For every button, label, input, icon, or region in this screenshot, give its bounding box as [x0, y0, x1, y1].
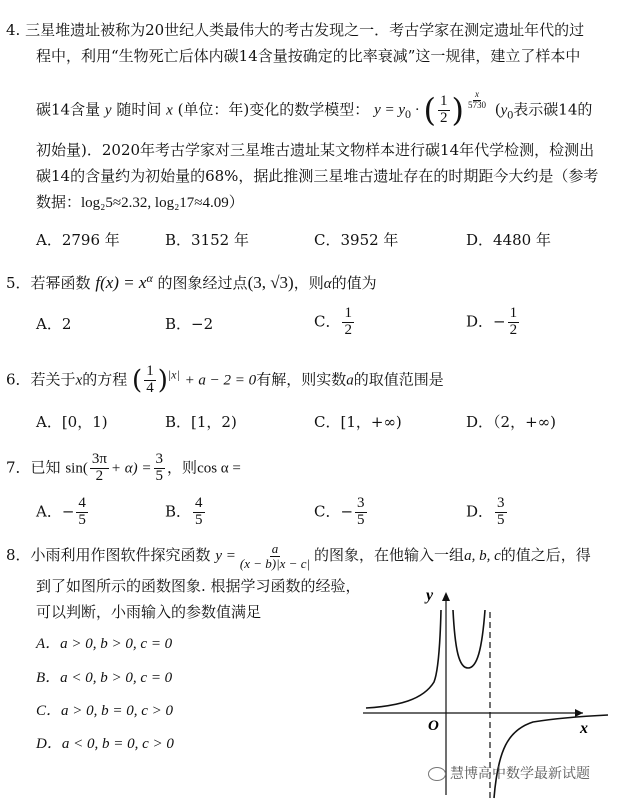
curve-middle-branch — [453, 610, 485, 668]
q4-option-b[interactable]: B．3152 年 — [165, 231, 249, 249]
q4-option-a[interactable]: A．2796 年 — [36, 231, 120, 249]
q8-stem: 8．小雨利用作图软件探究函数 y = $\frac{a}{(x - b)|x - c|}$ 的图象，在他输入一组a, b, c的值之后，得 — [6, 541, 591, 571]
x-axis-arrow — [575, 709, 583, 717]
q5-option-c[interactable]: C． $\frac{1}{2}$ — [314, 305, 352, 338]
x-axis-label: x — [580, 720, 588, 737]
q7-option-b[interactable]: B． $\frac{4}{5}$ — [165, 495, 203, 528]
q6-option-c[interactable]: C．[1，+∞) — [314, 413, 402, 431]
q8-option-b[interactable]: B．a < 0, b > 0, c = 0 — [36, 670, 173, 686]
q8-line2: 到了如图所示的函数图象. 根据学习函数的经验， — [36, 577, 361, 595]
q4-line4: 初始量)．2020年考古学家对三星堆古遗址某文物样本进行碳14年代学检测，检测出 — [36, 141, 595, 159]
q4-option-d[interactable]: D．4480 年 — [466, 231, 551, 249]
q7-option-c[interactable]: C．− $\frac{3}{5}$ — [314, 495, 365, 528]
q5-option-a[interactable]: A．2 — [36, 315, 72, 333]
q6-option-b[interactable]: B．[1，2) — [165, 413, 237, 431]
q6-stem: 6．若关于x的方程 ( $\frac{1}{4}$ )$^{|x|}$ + a − 2 = 0有解，则实数a的取值范围是 — [6, 363, 444, 396]
q5-option-b[interactable]: B．−2 — [165, 315, 214, 333]
q4-option-c[interactable]: C．3952 年 — [314, 231, 399, 249]
q7-option-d[interactable]: D． $\frac{3}{5}$ — [466, 495, 505, 528]
q4-line6: 数据：log₂5≈2.32, log₂17≈4.09） — [36, 193, 244, 211]
curve-right-branch — [494, 715, 608, 798]
q8-option-a[interactable]: A．a > 0, b > 0, c = 0 — [36, 636, 173, 652]
q4-line1: 4. 三星堆遗址被称为20世纪人类最伟大的考古发现之一．考古学家在测定遗址年代的过 — [6, 21, 585, 39]
q4-line3: 碳14含量 y 随时间 x (单位：年)变化的数学模型： $y = y_0$ · ( $\frac{1}{2}$ ) $\frac{x}{5730}$ ($y_0$表示碳14的 — [36, 89, 593, 130]
q4-line2: 程中，利用“生物死亡后体内碳14含量按确定的比率衰减”这一规律，建立了样本中 — [36, 47, 581, 65]
q6-option-d[interactable]: D．（2，+∞) — [466, 413, 556, 431]
q8-line3: 可以判断，小雨输入的参数值满足 — [36, 603, 262, 621]
q5-option-d[interactable]: D．− $\frac{1}{2}$ — [466, 305, 518, 338]
origin-label: O — [428, 718, 439, 734]
q7-option-a[interactable]: A．− $\frac{4}{5}$ — [36, 495, 86, 528]
q7-stem: 7．已知 sin( $\frac{3\pi}{2}$ + α) = $\frac{3}{5}$ ，则cos α = — [6, 451, 241, 484]
q4-model-formula: $y = y_0$ · ( $\frac{1}{2}$ ) $\frac{x}{5730}$ — [374, 89, 486, 130]
q6-option-a[interactable]: A．[0，1) — [36, 413, 108, 431]
y-axis-label: y — [426, 587, 434, 604]
wechat-icon — [428, 767, 446, 781]
q8-option-c[interactable]: C．a > 0, b = 0, c > 0 — [36, 703, 174, 719]
y-axis-arrow — [442, 592, 450, 601]
watermark: 慧博高中数学最新试题 — [428, 763, 590, 783]
q4-line5: 碳14的含量约为初始量的68%，据此推测三星堆古遗址存在的时期距今大约是（参考 — [36, 167, 599, 185]
curve-left-branch — [366, 610, 441, 708]
q8-option-d[interactable]: D．a < 0, b = 0, c > 0 — [36, 736, 174, 752]
q5-stem: 5．若幂函数 $f(x) = x^\alpha$ 的图象经过点(3, √3)，则α的值为 — [6, 271, 377, 292]
